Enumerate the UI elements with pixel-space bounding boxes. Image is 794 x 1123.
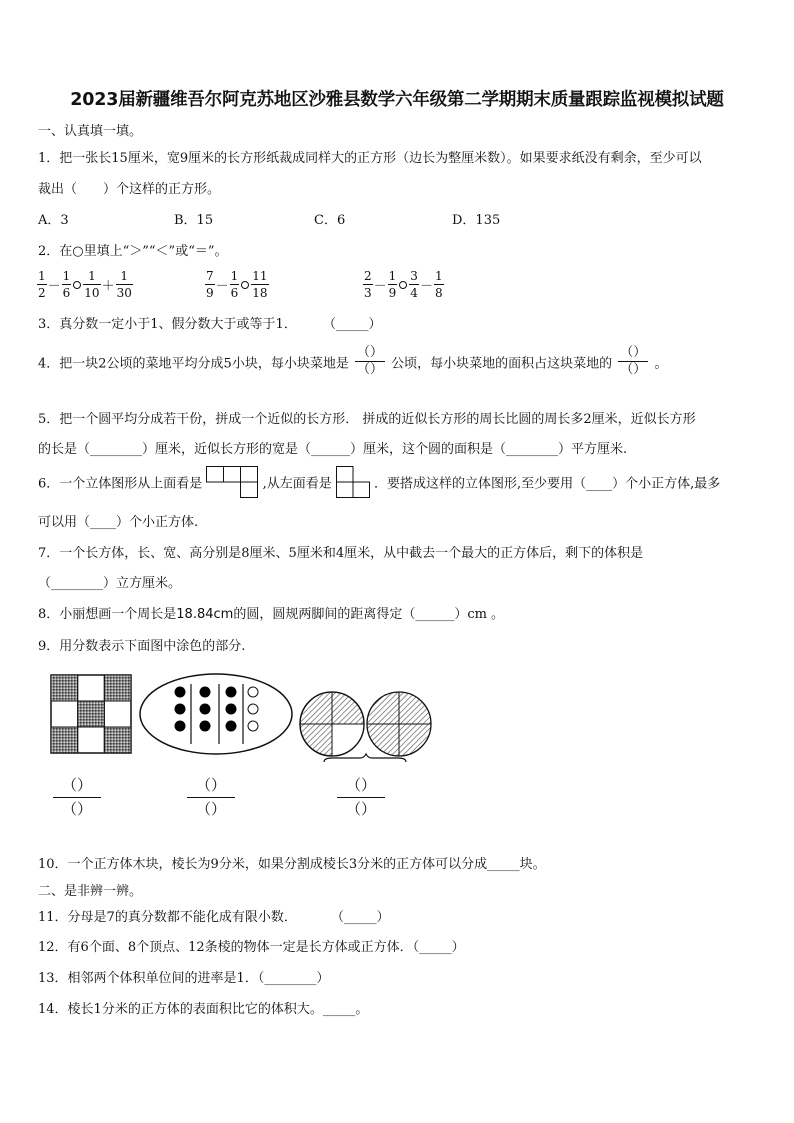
denominator: 2 [38,286,46,300]
figure-2-answer [187,776,235,819]
question-4 [38,346,667,378]
option-a: A．3 [38,213,69,228]
two-circles-figure [298,690,438,766]
question-11-text: 11．分母是7的真分数都不能化成有限小数． [38,910,297,925]
operator: ＋ [101,279,115,294]
comparison-expression-2 [204,270,270,299]
fraction [37,270,47,299]
page-title: 2023届新疆维吾尔阿克苏地区沙雅县数学六年级第二学期期末质量跟踪监视模拟试题 [70,90,724,110]
question-3 [38,313,381,332]
numerator: 1 [116,270,133,285]
denominator-blank: （） [195,799,226,818]
oval-dots-figure [138,672,294,756]
question-7-line-2: （________）立方厘米。 [38,576,182,591]
figure-1-answer [53,776,101,819]
fraction [230,270,240,299]
question-5-line-2: 的长是（________）厘米，近似长方形的宽是（______）厘米，这个圆的面积是（________）平方厘米. [38,442,628,457]
denominator: 18 [252,286,268,300]
question-8-part-b: 的圆，圆规两脚间的距离得定（______）cm 。 [233,607,505,622]
operator: － [419,279,433,294]
question-11 [38,906,389,925]
numerator-blank: （） [187,776,235,798]
fraction [434,270,444,299]
denominator-blank: （） [620,362,647,378]
denominator-blank: （） [345,799,376,818]
question-14-text: 14．棱长1分米的正方体的表面积比它的体积大。_____。 [38,1002,369,1017]
section-heading-2: 二、是非辨一辨。 [38,884,143,899]
question-10-text: 10．一个正方体木块，棱长为9分米，如果分割成棱长3分米的正方体可以分成_____块。 [38,857,546,872]
numerator-blank: （） [618,346,648,362]
question-9-text: 9．用分数表示下面图中涂色的部分. [38,639,246,654]
fraction [363,270,373,299]
fraction-blank [355,346,385,378]
question-13-text: 13．相邻两个体积单位间的进率是1．（________） [38,971,330,986]
numerator: 11 [252,269,268,283]
option-c: C．6 [314,213,346,228]
denominator: 9 [388,286,397,300]
numerator: 1 [434,269,443,283]
question-6-line-1 [38,466,720,498]
comparison-expression-1 [36,270,134,299]
fraction [388,270,398,299]
question-1-options [38,209,738,227]
fraction [116,270,133,299]
denominator: 10 [84,286,100,300]
operator: － [215,279,229,294]
numerator: 2 [364,269,372,283]
question-8-part-a: 8．小丽想画一个周长是 [38,607,177,622]
fraction [251,270,268,299]
question-6-part-a: 6．一个立体图形从上面看是 [38,476,203,492]
denominator: 6 [62,286,71,300]
question-2-text: 2．在○里填上“＞”“＜”或“＝”。 [38,244,228,259]
denominator-blank: （） [61,799,92,818]
left-view-icon [336,466,370,498]
comparison-expression-3 [362,270,445,299]
compare-circle [241,281,249,289]
denominator: 4 [410,286,418,300]
denominator: 8 [434,286,443,300]
question-6-line-2: 可以用（____）个小正方体. [38,515,199,530]
operator: － [47,279,61,294]
question-4-part-a: 4．把一块2公顷的菜地平均分成5小块，每小块菜地是 [38,356,349,372]
fraction [83,270,100,299]
denominator-blank: （） [356,362,383,378]
numerator: 1 [83,270,100,285]
numerator-blank: （） [337,776,385,798]
numerator-blank: （） [355,346,385,362]
numerator: 7 [206,269,214,283]
question-6-part-c: ．要搭成这样的立体图形,至少要用（____）个小正方体,最多 [373,476,721,492]
numerator-blank: （） [53,776,101,798]
figure-3-answer [337,776,385,819]
compare-circle [399,281,407,289]
question-3-text: 3．真分数一定小于1、假分数大于或等于1． [38,317,297,332]
question-7-line-1: 7．一个长方体，长、宽、高分别是8厘米、5厘米和4厘米，从中截去一个最大的正方体后，剩下的体积是 [38,546,644,561]
question-12-text: 12．有6个面、8个顶点、12条棱的物体一定是长方体或正方体．（_____） [38,940,465,955]
option-b: B．15 [174,213,214,228]
question-1-line-2: 裁出（ ）个这样的正方形。 [38,182,221,197]
question-6-part-b: ,从左面看是 [262,476,332,492]
top-view-icon [206,466,258,498]
numerator: 1 [38,269,46,283]
operator: － [373,279,387,294]
compare-circle [73,281,81,289]
fraction [409,270,419,299]
checkerboard-figure [50,674,132,754]
fraction [62,270,72,299]
circumference-value: 18.84cm [176,607,234,622]
question-8 [38,603,504,622]
denominator: 30 [116,286,132,300]
question-4-part-b: 公顷，每小块菜地的面积占这块菜地的 [391,356,613,372]
numerator: 1 [230,269,239,283]
question-4-part-c: 。 [654,356,668,372]
numerator: 1 [62,269,71,283]
denominator: 6 [230,286,239,300]
denominator: 3 [364,286,372,300]
fraction-blank [618,346,648,378]
fraction [205,270,215,299]
numerator: 1 [388,269,397,283]
question-5-line-1: 5．把一个圆平均分成若干份，拼成一个近似的长方形． 拼成的近似长方形的周长比圆的周长多2厘米，近似长方形 [38,412,696,427]
question-1-line-1: 1．把一张长15厘米，宽9厘米的长方形纸裁成同样大的正方形（边长为整厘米数）。如果要求纸没有剩余，至少可以 [38,151,702,166]
option-d: D．135 [452,213,501,228]
answer-blank: （_____） [322,317,382,332]
denominator: 9 [206,286,214,300]
numerator: 3 [410,269,418,283]
section-heading-1: 一、认真填一填。 [38,124,143,139]
answer-blank: （_____） [330,910,390,925]
